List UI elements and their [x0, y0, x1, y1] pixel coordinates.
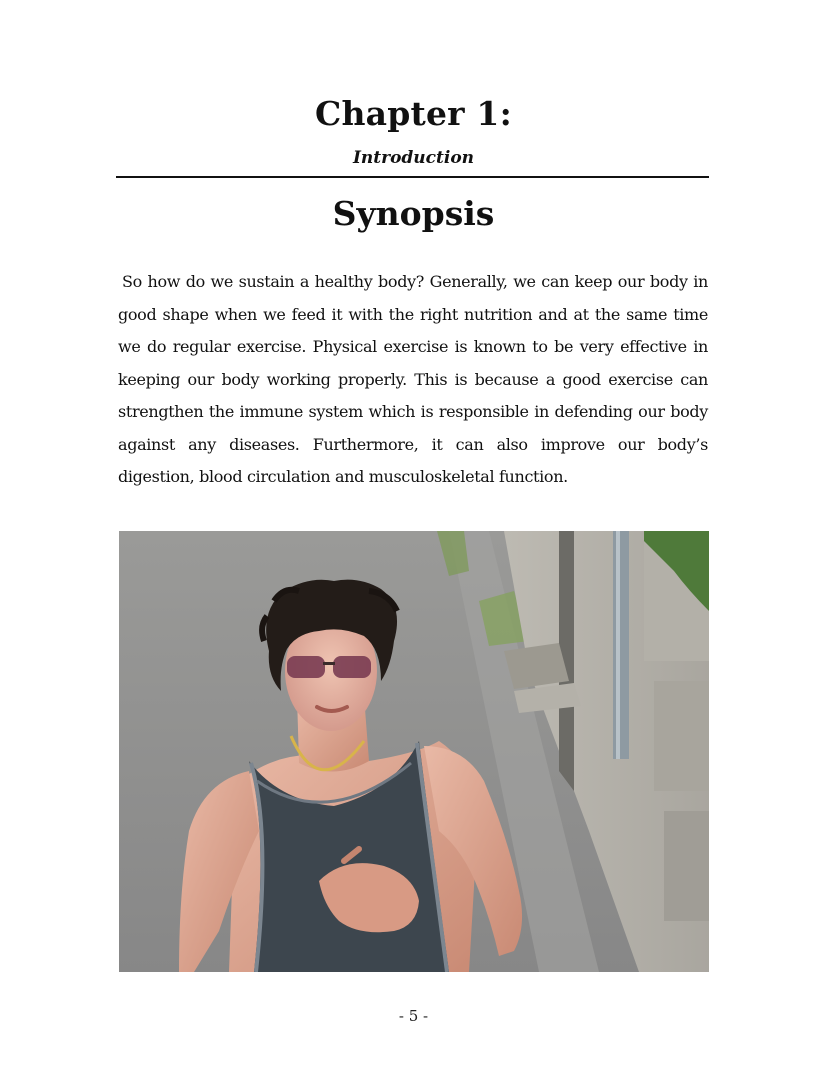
page-number: - 5 - [398, 1007, 429, 1025]
chapter-subtitle: Introduction [352, 148, 475, 168]
chapter-title: Chapter 1: [315, 94, 512, 133]
man-jogging-photo [119, 531, 709, 972]
chapter-divider [116, 176, 709, 178]
section-title: Synopsis [332, 194, 495, 233]
body-paragraph: So how do we sustain a healthy body? Generally, we can keep our body in good shape when we feed it with the right nutrition and at the same time we do regular exercise. Physical exercise is known to be very effective in keeping our body working properly. This is because a good exercise can strengthen the immune system which is responsible in defending our body against any diseases. Furthermore, it can also improve our body’s digestion, blood circulation and musculoskeletal function. [118, 272, 708, 486]
